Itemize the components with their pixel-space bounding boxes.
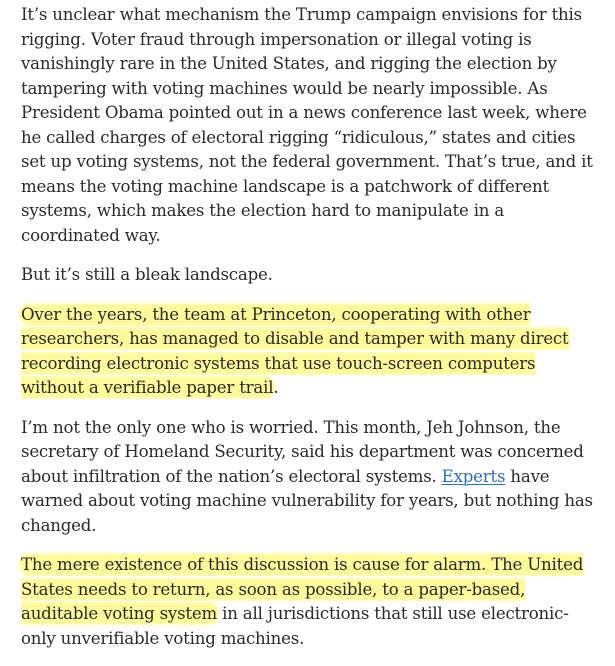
paragraph-text: I’m not the only one who is worried. This month, Jeh Johnson, the secretary of Homeland Security, said his department was concerned about infiltration of the nation’s electoral systems. (21, 417, 584, 486)
paragraph-worried (21, 416, 596, 539)
article-body (21, 3, 596, 666)
highlighted-text: Over the years, the team at Princeton, cooperating with other researchers, has managed to disable and tamper with many direct recording electronic systems that use touch-screen computers without a verifiable paper trail (21, 304, 569, 397)
paragraph-bleak (21, 263, 596, 288)
paragraph-text: But it’s still a bleak landscape. (21, 265, 273, 284)
paragraph-text: . (273, 378, 279, 397)
paragraph-text: It’s unclear what mechanism the Trump campaign envisions for this rigging. Voter fraud through impersonation or illegal voting is vanishingly rare in the United States, and rigging the election by tampering with voting machines would be nearly impossible. As President Obama pointed out in a news conference last week, where he called charges of electoral rigging “ridiculous,” states and cities set up voting systems, not the federal government. That’s true, and it means the voting machine landscape is a patchwork of different systems, which makes the election hard to manipulate in a coordinated way. (21, 5, 593, 245)
paragraph-text: in all jurisdictions that still use electronic-only unverifiable voting machines. (21, 604, 569, 648)
highlighted-text: The mere existence of this discussion is cause for alarm. The United States needs to return, as soon as possible, to a paper-based, auditable voting system (21, 555, 584, 623)
paragraph-mechanism (21, 3, 596, 248)
experts-link[interactable]: Experts (441, 466, 506, 486)
paragraph-text: have warned about voting machine vulnerability for years, but nothing has changed. (21, 466, 593, 535)
paragraph-princeton (21, 303, 596, 401)
paragraph-alarm (21, 553, 596, 651)
